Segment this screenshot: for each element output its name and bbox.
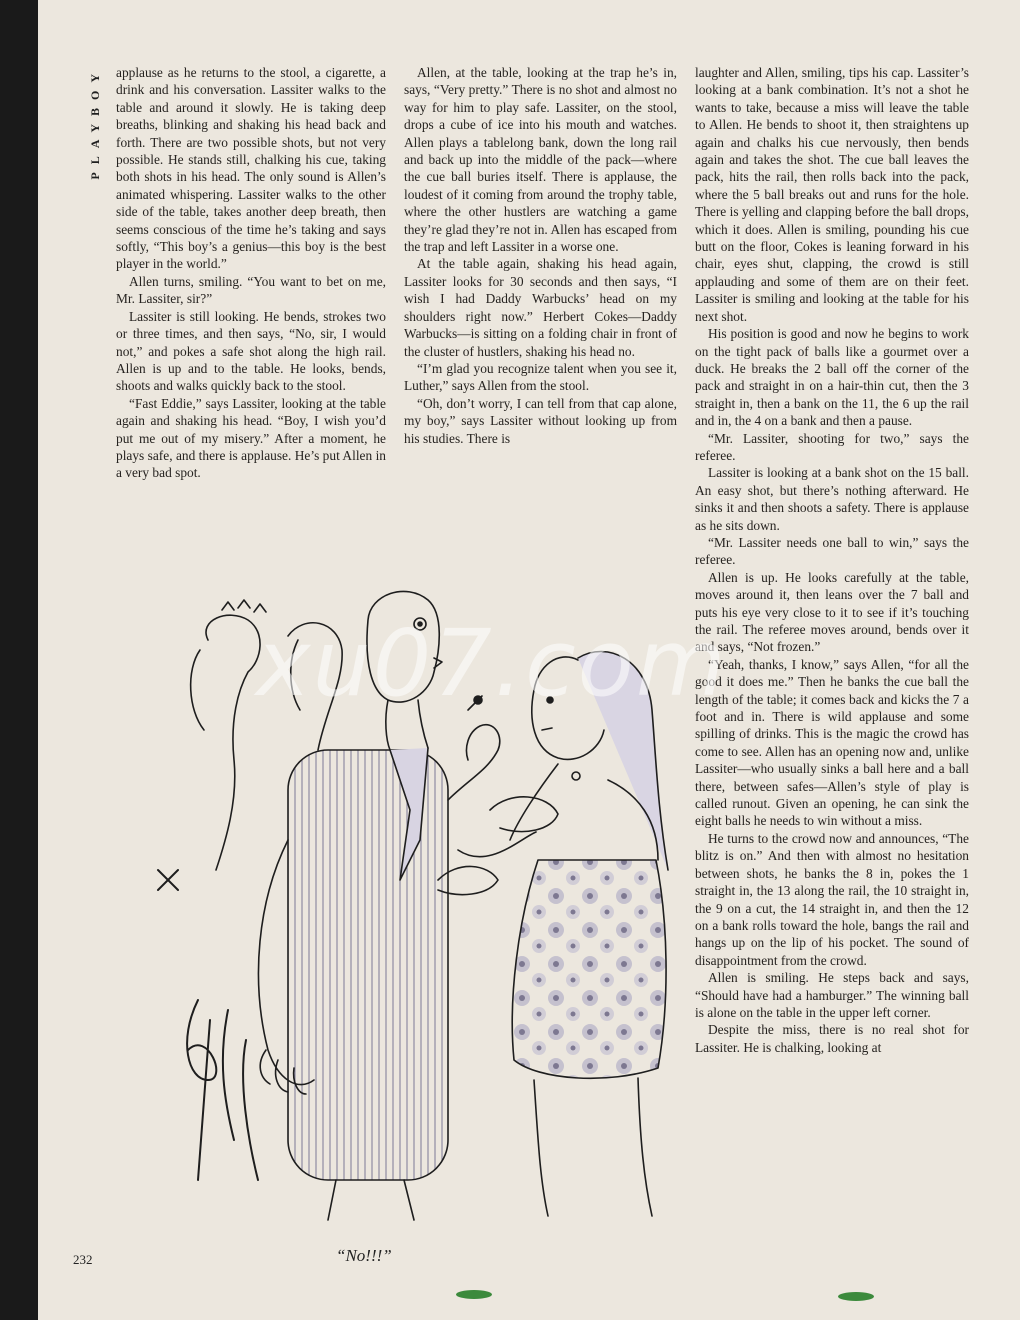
page-edge-tab xyxy=(456,1290,492,1299)
text-column-3 xyxy=(695,64,969,1274)
crowd-figure xyxy=(288,623,342,750)
page-number: 232 xyxy=(73,1252,93,1267)
paragraph: He turns to the crowd now and announces, “The blitz is on.” And then with almost no hesitation between shots, he banks the 8 in, pokes the 1 straight in, the 13 along the rail, the 10 straight in, the 9 on a cut, the 14 straight in, and then the 12 on a bank rolls toward the hole, bangs the rail and hangs up on the lip of his pocket. The sound of disappointment from the crowd. xyxy=(695,830,969,968)
paragraph: “Yeah, thanks, I know,” says Allen, “for all the good it does me.” Then he banks the cue ball the length of the table; it comes back and kicks the 7 a foot and in. There is wild applause and some spilling of drinks. This is the magic the crowd has come to see. Allen has an opening now and, unlike Lassiter—who usually sinks a ball here and a ball there, between safes—Allen’s style of play is called runout. Given an opening, he can sink the eight balls he needs to win without a miss. xyxy=(695,656,969,829)
crowd-figure xyxy=(206,615,260,870)
paragraph: “Oh, don’t worry, I can tell from that cap alone, my boy,” says Lassiter without looking up from his studies. There is xyxy=(404,395,677,446)
page-edge-tab xyxy=(838,1292,874,1301)
magazine-page xyxy=(38,0,1020,1320)
paragraph: Allen is up. He looks carefully at the table, moves around it, then leans over the 7 ball and puts his eye very close to it to see if it’s touching the rail. The referee moves around, bends over it and says, “Not frozen.” xyxy=(695,569,969,655)
cartoon-caption: “No!!!” xyxy=(336,1246,392,1265)
paragraph: At the table again, shaking his head again, Lassiter looks for 30 seconds and then says, “I wish I had Daddy Warbucks’ head on my shoulders right now.” Herbert Cokes—Daddy Warbucks—is sitting on a folding chair in front of the cluster of hustlers, shaking his head no. xyxy=(404,256,677,359)
paragraph: Lassiter is still looking. He bends, strokes two or three times, and then says, “No, sir, I would not,” and pokes a safe shot along the high rail. Allen is up and to the table. He looks, bends, shoots and walks quickly back to the stool. xyxy=(116,308,386,394)
paragraph: “Mr. Lassiter, shooting for two,” says the referee. xyxy=(695,430,969,463)
paragraph: His position is good and now he begins to work on the tight pack of balls like a gourmet over a duck. He breaks the 2 ball off the corner of the pack and straight in on a hair-thin cut, then the 3 straight in, then a bank on the 11, the 6 up the rail and in, the 4 on a bank and then a pause. xyxy=(695,326,969,429)
running-head: PLAYBOY xyxy=(88,66,102,180)
paragraph: Allen turns, smiling. “You want to bet on me, Mr. Lassiter, sir?” xyxy=(116,273,386,307)
paragraph: laughter and Allen, smiling, tips his cap. Lassiter’s looking at a bank combination. It’s not a shot he wants to take, because a miss will leave the table to Allen. He bends to shoot it, then straightens up again and chalks his cue nervously, then bends again and takes the shot. The cue ball leaves the pack, hits the rail, then rolls back into the pack, where the 5 ball breaks out and runs for the hole. There is yelling and clapping before the ball drops, which it does. Allen is smiling, pounding his cue butt on the floor, Cokes is leaning forward in his chair, eyes shut, clapping, the crowd is still applauding and some of them are on their feet. Lassiter is smiling and looking at the table for his next shot. xyxy=(695,65,969,324)
watermark: xu07.com xyxy=(256,610,728,717)
paragraph: “I’m glad you recognize talent when you see it, Luther,” says Allen from the stool. xyxy=(404,360,677,394)
paragraph: “Fast Eddie,” says Lassiter, looking at the table again and shaking his head. “Boy, I wish you’d put me out of my misery.” After a moment, he plays safe, and there is applause. He’s put Allen in a very bad spot. xyxy=(116,395,386,481)
paragraph: applause as he returns to the stool, a cigarette, a drink and his conversation. Lassiter walks to the table and around it slowly. He is taking deep breaths, blinking and shaking his head back and forth. There are two possible shots, but not very possible. He stands still, chalking his cue, taking both shots in his head. The only sound is Allen’s animated whispering. Lassiter walks to the other side of the table, takes another deep breath, then seems conscious of the time he’s taking and says softly, “This boy’s a genius—this boy is the best player in the world.” xyxy=(116,65,386,272)
paragraph: Despite the miss, there is no real shot for Lassiter. He is chalking, looking at xyxy=(695,1022,969,1055)
paragraph: Lassiter is looking at a bank shot on the 15 ball. An easy shot, but there’s nothing afterward. He sinks it and then shoots a safety. There is applause as he sits down. xyxy=(695,465,969,533)
man-figure xyxy=(258,591,536,1220)
crowd-figure xyxy=(191,650,204,730)
text-column-2 xyxy=(404,64,677,447)
artist-signature xyxy=(187,1000,258,1180)
paragraph: Allen, at the table, looking at the trap he’s in, says, “Very pretty.” There is no shot and almost no way for him to play safe. Lassiter, on the stool, drops a cube of ice into his mouth and watches. Allen plays a tablelong bank, down the long rail and back up into the middle of the pack—where the cue ball buries itself. There is applause, the loudest of it coming from around the trophy table, where the other hustlers are watching a game they’re glad they’re not in. Allen has escaped from the trap and left Lassiter in a worse one. xyxy=(404,65,677,255)
woman-figure xyxy=(510,651,668,1216)
paragraph: “Mr. Lassiter needs one ball to win,” says the referee. xyxy=(695,534,969,568)
cartoon-illustration xyxy=(138,580,698,1230)
paragraph: Allen is smiling. He steps back and says, “Should have had a hamburger.” The winning ball is alone on the table in the upper left corner. xyxy=(695,970,969,1020)
text-column-1 xyxy=(116,64,386,482)
